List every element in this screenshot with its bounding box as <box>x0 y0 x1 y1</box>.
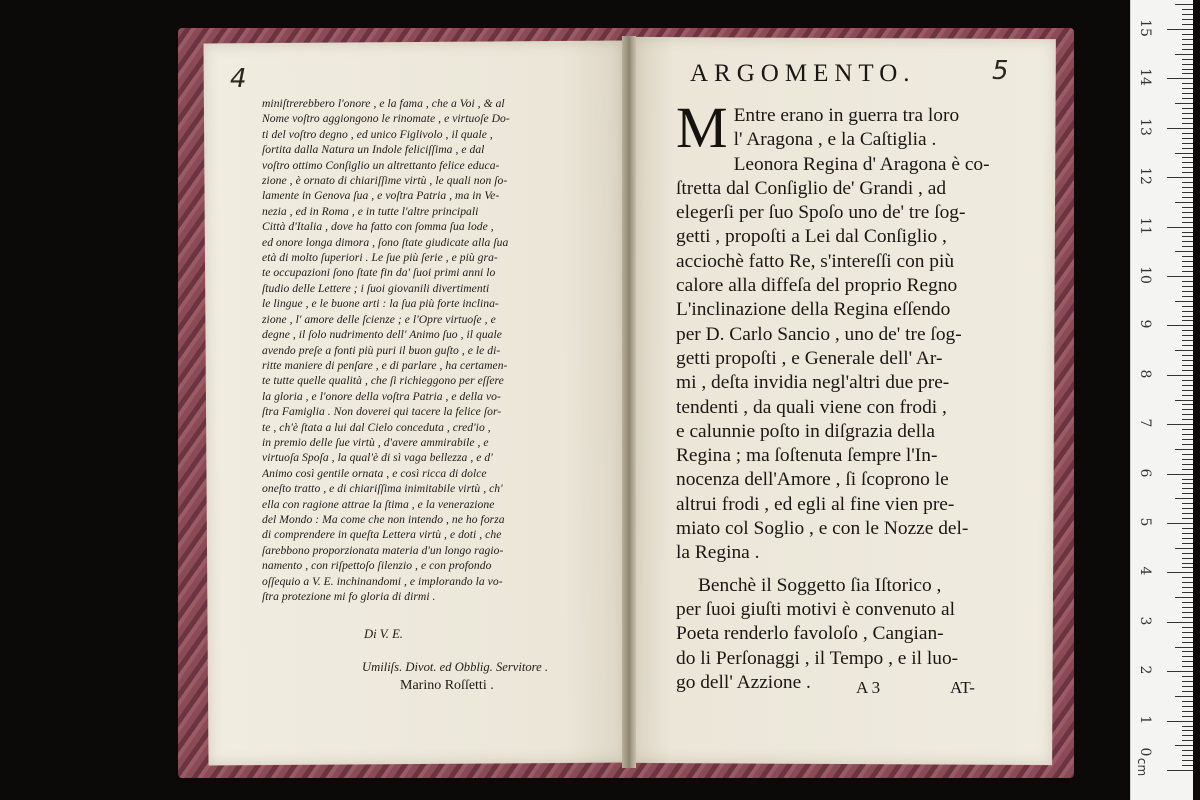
ruler-tick <box>1182 261 1193 262</box>
ruler-label: 0 <box>1137 747 1153 757</box>
ruler-tick <box>1182 133 1193 134</box>
ruler-tick <box>1182 316 1193 317</box>
ruler-tick <box>1182 469 1193 470</box>
left-text-line: Animo così gentile ornata , e così ricca di dolce <box>262 466 487 480</box>
left-text-line: ed onore longa dimora , ſono ſtate giudicate alla ſua <box>262 235 509 249</box>
left-text-line: in premio delle ſue virtù , d'avere ammirabile , e <box>262 435 489 449</box>
ruler-tick <box>1182 335 1193 336</box>
left-text-line: zione , è ornato di chiariſſime virtù , le quali non ſo- <box>262 174 508 188</box>
left-text-line: età di molto ſuperiori . Le ſue più ſerie , e più gra- <box>262 251 498 265</box>
ruler-tick <box>1182 483 1193 484</box>
argomento-line: miato col Soglio , e con le Nozze del- <box>676 518 969 540</box>
ruler-tick <box>1182 296 1193 297</box>
right-page-text <box>676 95 1012 695</box>
ruler-tick <box>1182 320 1193 321</box>
left-text-line: ſarebbono proporzionata materia d'un longo ragio- <box>262 543 504 557</box>
ruler-tick <box>1167 523 1193 524</box>
ruler-tick <box>1182 755 1193 756</box>
left-text-line: ſtra protezione mi fo gloria di dirmi . <box>262 590 436 603</box>
left-text-line: voſtro ottimo Conſiglio un altrettanto felice educa- <box>262 158 500 172</box>
ruler-tick <box>1182 19 1193 20</box>
ruler-tick <box>1175 153 1193 154</box>
ruler-tick <box>1182 69 1193 70</box>
ruler-tick <box>1175 498 1193 499</box>
ruler-tick <box>1182 518 1193 519</box>
ruler-tick <box>1175 647 1193 648</box>
argomento-line: Regina ; ma ſoſtenuta ſempre l'In- <box>676 445 938 467</box>
ruler-tick <box>1182 88 1193 89</box>
ruler-tick <box>1182 34 1193 35</box>
signature-line: Umiliſs. Divot. ed Obblig. Servitore . <box>362 660 548 674</box>
left-text-line: zione , l' amore delle ſcienze ; e l'Opre virtuoſe , e <box>262 312 496 326</box>
ruler-label: 11 <box>1137 216 1153 235</box>
argomento-line: do li Perſonaggi , il Tempo , e il luo- <box>676 647 959 669</box>
ruler-tick <box>1182 577 1193 578</box>
left-text-line: oneſto tratto , e di chiariſſima inimitabile virtù , ch' <box>262 482 503 496</box>
ruler-label: 7 <box>1137 418 1153 428</box>
ruler-tick <box>1182 390 1193 391</box>
ruler-label: 6 <box>1137 468 1153 478</box>
ruler-tick <box>1175 54 1193 55</box>
ruler-tick <box>1182 14 1193 15</box>
ruler-tick <box>1182 311 1193 312</box>
drop-cap: M <box>676 95 728 160</box>
ruler-tick <box>1182 637 1193 638</box>
ruler-tick <box>1182 123 1193 124</box>
signature-mark: A 3 <box>856 678 881 697</box>
left-text-line: nezia , ed in Roma , e in tutte l'altre principali <box>262 204 479 218</box>
ruler-tick <box>1182 701 1193 702</box>
ruler-tick <box>1182 207 1193 208</box>
ruler-tick <box>1175 548 1193 549</box>
ruler-tick <box>1167 375 1193 376</box>
left-page-number: 4 <box>230 64 247 94</box>
ruler-tick <box>1182 157 1193 158</box>
ruler-tick <box>1182 93 1193 94</box>
ruler-tick <box>1182 256 1193 257</box>
ruler-tick <box>1167 276 1193 277</box>
ruler-tick <box>1182 503 1193 504</box>
ruler-tick <box>1182 365 1193 366</box>
ruler-tick <box>1182 681 1193 682</box>
ruler-tick <box>1182 345 1193 346</box>
ruler-tick <box>1182 429 1193 430</box>
ruler-tick <box>1182 533 1193 534</box>
ruler-tick <box>1182 617 1193 618</box>
ruler-tick <box>1182 355 1193 356</box>
ruler-tick <box>1182 306 1193 307</box>
ruler-tick <box>1182 735 1193 736</box>
ruler-tick <box>1182 414 1193 415</box>
left-text-line: ella con ragione attrae la ſtima , e la venerazione <box>262 497 495 511</box>
argomento-line: ſtretta dal Conſiglio de' Grandi , ad <box>676 177 947 199</box>
ruler-tick <box>1182 162 1193 163</box>
ruler-tick <box>1182 661 1193 662</box>
ruler-tick <box>1167 671 1193 672</box>
argomento-line: la Regina . <box>676 542 760 564</box>
ruler-tick <box>1182 108 1193 109</box>
ruler-tick <box>1175 696 1193 697</box>
left-text-line: degne , il ſolo nudrimento dell' Animo ſuo , il quale <box>262 328 502 342</box>
ruler-tick <box>1182 528 1193 529</box>
ruler-tick <box>1182 360 1193 361</box>
ruler-tick <box>1182 479 1193 480</box>
ruler-tick <box>1182 686 1193 687</box>
ruler-label: 2 <box>1137 665 1153 675</box>
ruler-tick <box>1182 192 1193 193</box>
argomento-line: nocenza dell'Amore , ſi ſcoprono le <box>676 469 949 491</box>
ruler-tick <box>1175 251 1193 252</box>
left-text-line: Città d'Italia , dove ha fatto con ſomma ſua lode , <box>262 220 494 234</box>
argomento-line: altrui frodi , ed egli al fine vien pre- <box>676 493 955 515</box>
ruler-tick <box>1182 281 1193 282</box>
ruler-tick <box>1182 291 1193 292</box>
ruler-tick <box>1182 271 1193 272</box>
ruler-tick <box>1175 400 1193 401</box>
ruler-tick <box>1182 266 1193 267</box>
ruler-tick <box>1182 454 1193 455</box>
ruler-tick <box>1182 118 1193 119</box>
ruler-tick <box>1182 691 1193 692</box>
right-page-number: 5 <box>992 56 1009 86</box>
left-text-line: namento , con riſpettoſo ſilenzio , e con profondo <box>262 559 492 573</box>
ruler-tick <box>1175 449 1193 450</box>
ruler-tick <box>1182 632 1193 633</box>
left-text-line: virtuoſa Spoſa , la qual'è di sì vaga bellezza , e d' <box>262 451 493 465</box>
left-text-line: te occupazioni ſono ſtate fin da' ſuoi primi anni lo <box>262 266 496 280</box>
ruler-tick <box>1182 464 1193 465</box>
ruler-tick <box>1167 424 1193 425</box>
ruler-tick <box>1182 459 1193 460</box>
ruler-tick <box>1182 197 1193 198</box>
argomento-line: Entre erano in guerra tra loro <box>733 105 960 126</box>
ruler-unit: cm <box>1135 757 1150 777</box>
left-text-line: ritte maniere di penſare , e di parlare , ha certamen- <box>262 358 508 372</box>
argomento-line: calore alla diffeſa del proprio Regno <box>676 275 958 297</box>
ruler-label: 3 <box>1137 616 1153 626</box>
salutation: Di V. E. <box>364 627 403 641</box>
ruler-tick <box>1182 232 1193 233</box>
ruler-tick <box>1175 301 1193 302</box>
ruler-tick <box>1182 167 1193 168</box>
ruler-tick <box>1182 380 1193 381</box>
ruler-label: 9 <box>1137 319 1153 329</box>
ruler-tick <box>1182 9 1193 10</box>
ruler-tick <box>1182 711 1193 712</box>
ruler-tick <box>1182 370 1193 371</box>
ruler-label: 4 <box>1137 566 1153 576</box>
ruler-tick <box>1182 39 1193 40</box>
ruler-tick <box>1182 592 1193 593</box>
argomento-line: e calunnie poſto in diſgrazia della <box>676 420 935 442</box>
ruler-tick <box>1182 143 1193 144</box>
ruler-tick <box>1182 409 1193 410</box>
ruler-tick <box>1182 602 1193 603</box>
left-text-line: la gloria , e l'onore della voſtra Patria , e della vo- <box>262 389 501 403</box>
left-text-line: te tutte quelle qualità , che ſi richieggono per eſſere <box>262 374 504 388</box>
ruler-tick <box>1182 182 1193 183</box>
ruler-tick <box>1182 493 1193 494</box>
ruler-label: 5 <box>1137 517 1153 527</box>
ruler-tick <box>1182 444 1193 445</box>
ruler-label: 12 <box>1137 167 1153 186</box>
ruler-tick <box>1175 103 1193 104</box>
ruler-tick <box>1182 740 1193 741</box>
ruler-tick <box>1175 202 1193 203</box>
ruler-tick <box>1182 187 1193 188</box>
ruler-tick <box>1182 73 1193 74</box>
ruler-tick <box>1182 558 1193 559</box>
ruler-tick <box>1167 128 1193 129</box>
ruler-tick <box>1182 404 1193 405</box>
ruler-tick <box>1182 212 1193 213</box>
ruler-tick <box>1182 64 1193 65</box>
left-text-line: oſſequio a V. E. inchinandomi , e implorando la vo- <box>262 574 503 588</box>
ruler-tick <box>1167 227 1193 228</box>
left-page-text <box>262 96 592 604</box>
ruler-tick <box>1182 434 1193 435</box>
measuring-ruler <box>1130 0 1193 800</box>
left-text-line: avendo preſe a fonti più puri il buon guſto , e le di- <box>262 343 501 357</box>
ruler-tick <box>1182 98 1193 99</box>
ruler-tick <box>1182 760 1193 761</box>
ruler-tick <box>1182 706 1193 707</box>
ruler-label: 13 <box>1137 117 1153 136</box>
ruler-tick <box>1182 730 1193 731</box>
argomento-line: elegerſi per ſuo Spoſo uno de' tre ſog- <box>676 202 966 224</box>
ruler-tick <box>1167 177 1193 178</box>
ruler-tick <box>1182 612 1193 613</box>
ruler-tick <box>1182 113 1193 114</box>
ruler-label: 1 <box>1137 715 1153 725</box>
ruler-label: 14 <box>1137 68 1153 87</box>
argomento-line: tendenti , da quali viene con frodi , <box>676 396 947 418</box>
ruler-tick <box>1167 721 1193 722</box>
ruler-tick <box>1182 765 1193 766</box>
paragraph-gap <box>676 566 1012 574</box>
ruler-tick <box>1175 4 1193 5</box>
left-text-line: Nome voſtro aggiongono le rinomate , e virtuoſe Do- <box>262 112 510 126</box>
left-text-line: miniſtrerebbero l'onore , e la fama , che a Voi , & al <box>262 97 505 110</box>
signature-name: Marino Roſſetti . <box>400 678 494 693</box>
ruler-tick <box>1182 340 1193 341</box>
ruler-tick <box>1167 325 1193 326</box>
argomento-line: getti propoſti , e Generale dell' Ar- <box>676 347 943 369</box>
ruler-tick <box>1182 627 1193 628</box>
ruler-tick <box>1182 222 1193 223</box>
ruler-tick <box>1182 582 1193 583</box>
argomento-line: Leonora Regina d' Aragona è co- <box>733 153 990 175</box>
left-text-line: di comprendere in queſta Lettera virtù , e doti , che <box>262 528 502 542</box>
ruler-tick <box>1167 29 1193 30</box>
ruler-tick <box>1182 59 1193 60</box>
ruler-tick <box>1182 395 1193 396</box>
argomento-line: go dell' Azzione . <box>676 671 811 693</box>
ruler-tick <box>1182 439 1193 440</box>
ruler-tick <box>1182 607 1193 608</box>
ruler-tick <box>1182 49 1193 50</box>
page-title: ARGOMENTO. <box>690 60 916 87</box>
ruler-tick <box>1167 622 1193 623</box>
ruler-tick <box>1182 587 1193 588</box>
ruler-tick <box>1167 770 1193 771</box>
ruler-tick <box>1182 488 1193 489</box>
argomento-line: per D. Carlo Sancio , uno de' tre ſog- <box>676 323 962 345</box>
left-text-line: lamente in Genova ſua , e voſtra Patria , ma in Ve- <box>262 189 500 203</box>
ruler-tick <box>1182 716 1193 717</box>
ruler-tick <box>1182 83 1193 84</box>
ruler-tick <box>1182 508 1193 509</box>
ruler-tick <box>1182 330 1193 331</box>
ruler-tick <box>1182 217 1193 218</box>
left-text-line: ti del voſtro degno , ed unico Figlivolo , il quale , <box>262 127 493 141</box>
ruler-label: 15 <box>1137 19 1153 37</box>
ruler-tick <box>1182 676 1193 677</box>
left-text-line: te , ch'è ſtata a lui dal Cielo conceduta , cred'io , <box>262 420 491 434</box>
catchword: AT- <box>950 678 975 697</box>
ruler-tick <box>1182 513 1193 514</box>
ruler-label: 10 <box>1137 266 1153 284</box>
ruler-tick <box>1182 241 1193 242</box>
ruler-tick <box>1182 148 1193 149</box>
argomento-line: per ſuoi giuſti motivi è convenuto al <box>676 598 955 620</box>
ruler-tick <box>1167 78 1193 79</box>
argomento-line: Benchè il Soggetto ſia Iſtorico , <box>698 574 942 596</box>
ruler-tick <box>1175 745 1193 746</box>
argomento-line: Poeta renderlo favoloſo , Cangian- <box>676 623 944 645</box>
argomento-line: l' Aragona , e la Caſtiglia . <box>733 129 937 151</box>
ruler-tick <box>1175 350 1193 351</box>
ruler-tick <box>1182 236 1193 237</box>
book-gutter <box>622 36 636 768</box>
argomento-line: acciochè fatto Re, s'intereſſi con più <box>676 250 955 272</box>
ruler-tick <box>1182 419 1193 420</box>
ruler-tick <box>1182 246 1193 247</box>
ruler-tick <box>1182 642 1193 643</box>
ruler-tick <box>1182 656 1193 657</box>
argomento-line: getti , propoſti a Lei dal Conſiglio , <box>676 226 947 248</box>
ruler-tick <box>1167 572 1193 573</box>
ruler-tick <box>1182 24 1193 25</box>
ruler-tick <box>1182 750 1193 751</box>
ruler-tick <box>1182 286 1193 287</box>
ruler-tick <box>1182 567 1193 568</box>
ruler-tick <box>1182 172 1193 173</box>
ruler-label: 8 <box>1137 369 1153 379</box>
left-text-line: ſtudio delle Lettere ; i ſuoi giovanili divertimenti <box>262 281 490 295</box>
left-text-line: ſortita dalla Natura un Indole feliciſſima , e dal <box>262 143 485 157</box>
ruler-tick <box>1182 726 1193 727</box>
argomento-line: mi , deſta invidia negl'altri due pre- <box>676 372 950 394</box>
ruler-tick <box>1182 538 1193 539</box>
argomento-line: L'inclinazione della Regina eſſendo <box>676 299 951 321</box>
ruler-tick <box>1182 563 1193 564</box>
ruler-tick <box>1182 385 1193 386</box>
left-text-line: le lingue , e le buone arti : la ſua più forte inclina- <box>262 297 499 311</box>
ruler-tick <box>1182 543 1193 544</box>
ruler-tick <box>1182 666 1193 667</box>
ruler-tick <box>1182 44 1193 45</box>
ruler-tick <box>1175 597 1193 598</box>
left-text-line: del Mondo : Ma come che non intendo , ne ho forza <box>262 512 505 526</box>
ruler-tick <box>1182 651 1193 652</box>
left-text-line: ſtra Famiglia . Non doverei qui tacere la felice ſor- <box>262 405 502 419</box>
ruler-tick <box>1182 138 1193 139</box>
ruler-tick <box>1182 553 1193 554</box>
ruler-tick <box>1167 474 1193 475</box>
